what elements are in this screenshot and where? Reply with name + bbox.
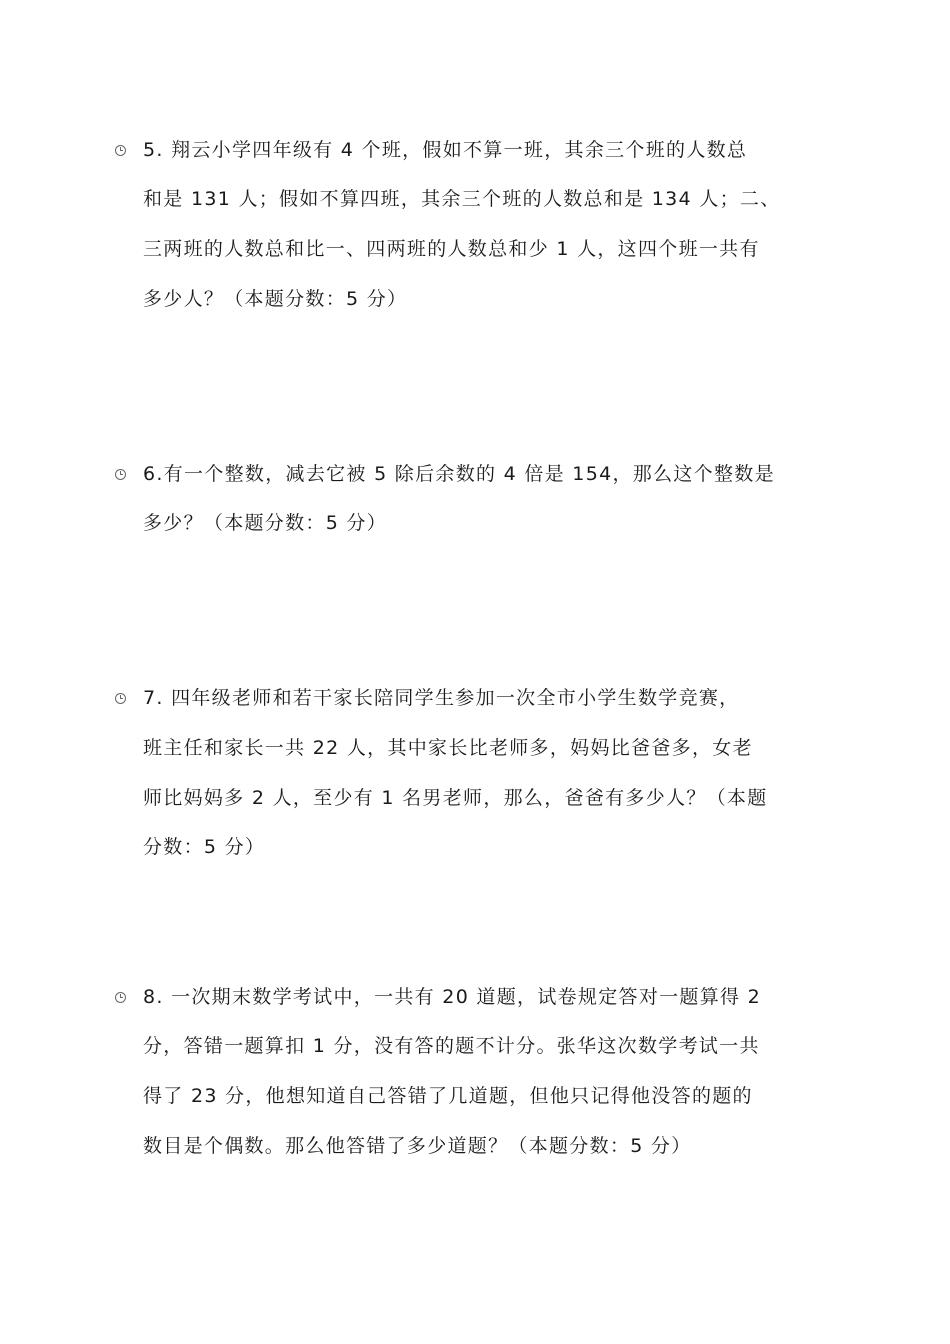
question-line: 8. 一次期末数学考试中，一共有 20 道题，试卷规定答对一题算得 2 [143, 986, 762, 1008]
question-line: 6.有一个整数，减去它被 5 除后余数的 4 倍是 154，那么这个整数是 [143, 463, 775, 485]
clock-icon [115, 145, 126, 156]
question-line: 多少？（本题分数：5 分） [143, 512, 388, 534]
question-line: 班主任和家长一共 22 人，其中家长比老师多，妈妈比爸爸多，女老 [143, 737, 753, 759]
question-line: 三两班的人数总和比一、四两班的人数总和少 1 人，这四个班一共有 [143, 238, 760, 260]
question-line: 7. 四年级老师和若干家长陪同学生参加一次全市小学生数学竞赛， [143, 687, 740, 709]
clock-icon [115, 693, 126, 704]
clock-icon [115, 992, 126, 1003]
question-line: 多少人？（本题分数：5 分） [143, 288, 408, 310]
question-line: 和是 131 人；假如不算四班，其余三个班的人数总和是 134 人；二、 [143, 188, 781, 210]
question-line: 数目是个偶数。那么他答错了多少道题？（本题分数：5 分） [143, 1135, 692, 1157]
question-line: 5. 翔云小学四年级有 4 个班，假如不算一班，其余三个班的人数总 [143, 139, 748, 161]
question-line: 分，答错一题算扣 1 分，没有答的题不计分。张华这次数学考试一共 [143, 1035, 760, 1057]
question-line: 师比妈妈多 2 人，至少有 1 名男老师，那么，爸爸有多少人？（本题 [143, 787, 768, 809]
clock-icon [115, 469, 126, 480]
question-line: 得了 23 分，他想知道自己答错了几道题，但他只记得他没答的题的 [143, 1085, 753, 1107]
question-line: 分数：5 分） [143, 836, 266, 858]
